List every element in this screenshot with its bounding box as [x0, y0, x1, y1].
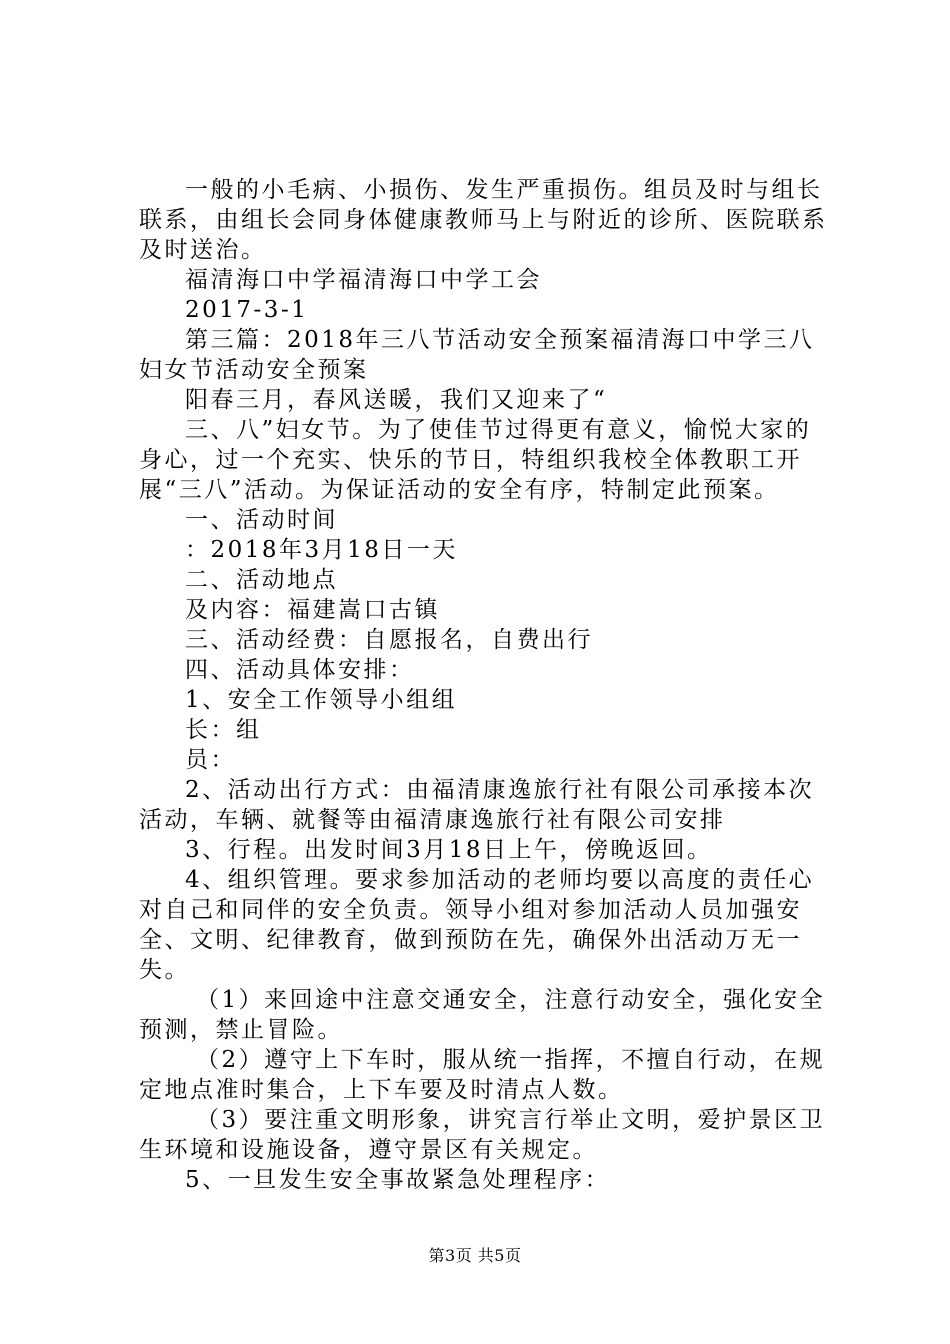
- paragraph-21: （3）要注重文明形象，讲究言行举止文明，爱护景区卫生环境和设施设备，遵守景区有关规定。: [139, 1107, 826, 1163]
- paragraph-9: 二、活动地点: [185, 567, 338, 593]
- paragraph-18: 4、组织管理。要求参加活动的老师均要以高度的责任心对自己和同伴的安全负责。领导小组对参加活动人员加强安全、文明、纪律教育，做到预防在先，确保外出活动万无一失。: [139, 867, 815, 983]
- paragraph-17: 3、行程。出发时间3月18日上午，傍晚返回。: [185, 837, 713, 863]
- paragraph-4: 第三篇：2018年三八节活动安全预案福清海口中学三八妇女节活动安全预案: [139, 327, 815, 383]
- paragraph-7: 一、活动时间: [185, 507, 338, 533]
- paragraph-1: 一般的小毛病、小损伤、发生严重损伤。组员及时与组长联系，由组长会同身体健康教师马上与附近的诊所、医院联系及时送治。: [139, 177, 828, 263]
- document-body: [139, 175, 829, 1195]
- paragraph-19: （1）来回途中注意交通安全，注意行动安全，强化安全预测，禁止冒险。: [139, 987, 826, 1043]
- paragraph-22: 5、一旦发生安全事故紧急处理程序：: [185, 1167, 611, 1193]
- page-footer: [0, 1243, 950, 1266]
- paragraph-12: 四、活动具体安排：: [185, 657, 415, 683]
- paragraph-20: （2）遵守上下车时，服从统一指挥，不擅自行动，在规定地点准时集合，上下车要及时清点人数。: [139, 1047, 826, 1103]
- paragraph-16: 2、活动出行方式：由福清康逸旅行社有限公司承接本次活动，车辆、就餐等由福清康逸旅行社有限公司安排: [139, 777, 815, 833]
- paragraph-3: 2017-3-1: [185, 297, 309, 323]
- paragraph-15: 员：: [185, 747, 236, 773]
- paragraph-8: ：2018年3月18日一天: [185, 537, 458, 563]
- page-number: 第3页 共5页: [428, 1246, 522, 1265]
- paragraph-13: 1、安全工作领导小组组: [185, 687, 458, 713]
- paragraph-6: 三、八”妇女节。为了使佳节过得更有意义，愉悦大家的身心，过一个充实、快乐的节日，特组织我校全体教职工开展“三八”活动。为保证活动的安全有序，特制定此预案。: [139, 417, 812, 503]
- paragraph-14: 长：组: [185, 717, 262, 743]
- paragraph-2: 福清海口中学福清海口中学工会: [185, 267, 542, 293]
- paragraph-10: 及内容：福建嵩口古镇: [185, 597, 440, 623]
- paragraph-5: 阳春三月，春风送暖，我们又迎来了“: [185, 387, 608, 413]
- paragraph-11: 三、活动经费：自愿报名，自费出行: [185, 627, 593, 653]
